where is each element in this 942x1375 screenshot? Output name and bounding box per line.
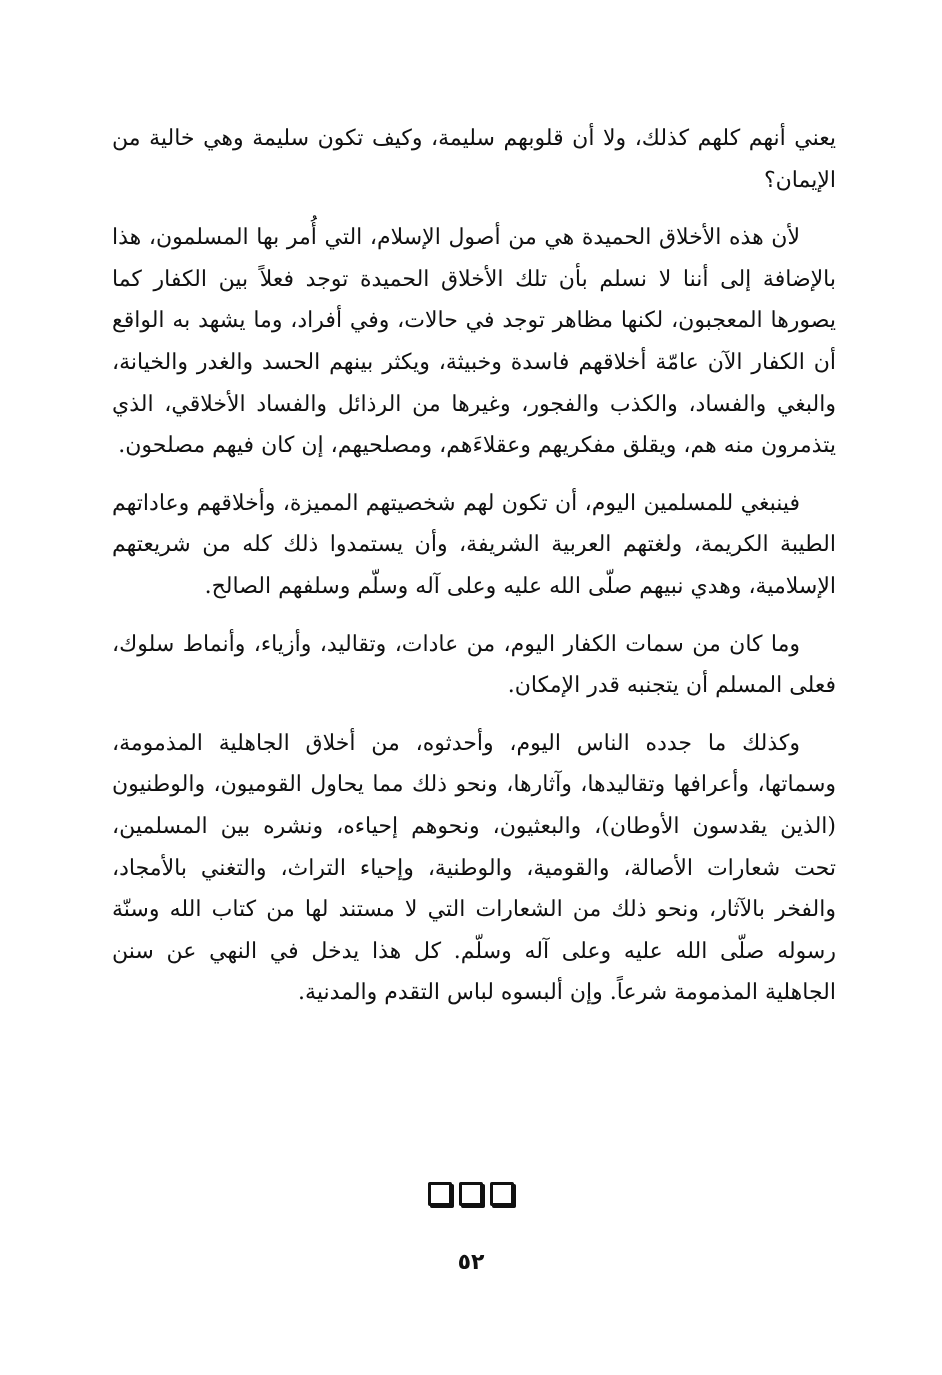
square-ornament-icon [490,1182,514,1206]
body-text [112,118,836,1030]
paragraph-5: وكذلك ما جدده الناس اليوم، وأحدثوه، من أخلاق الجاهلية المذمومة، وسماتها، وأعرافها وتقاليدها، وآثارها، ونحو ذلك مما يحاول القوميون، والوطنيون (الذين يقدسون الأوطان)، والبعثيون، ونحوهم إحياءه، ونشره بين المسلمين، تحت شعارات الأصالة، والقومية، والوطنية، وإحياء التراث، والتغني بالأمجاد، والفخر بالآثار، ونحو ذلك من الشعارات التي لا مستند لها من كتاب الله وسنّة رسوله صلّى الله عليه وعلى آله وسلّم. كل هذا يدخل في النهي عن سنن الجاهلية المذمومة شرعاً. وإن ألبسوه لباس التقدم والمدنية. [112,730,836,1006]
paragraph-1: يعني أنهم كلهم كذلك، ولا أن قلوبهم سليمة، وكيف تكون سليمة وهي خالية من الإيمان؟ [112,126,836,193]
paragraph-3: فينبغي للمسلمين اليوم، أن تكون لهم شخصيتهم المميزة، وأخلاقهم وعاداتهم الطيبة الكريمة، ولغتهم العربية الشريفة، وأن يستمدوا ذلك كله من شريعتهم الإسلامية، وهدي نبيهم صلّى الله عليه وعلى آله وسلّم وسلفهم الصالح. [112,490,836,599]
square-ornament-icon [459,1182,483,1206]
paragraph-4: وما كان من سمات الكفار اليوم، من عادات، وتقاليد، وأزياء، وأنماط سلوك، فعلى المسلم أن يتجنبه قدر الإمكان. [112,631,836,699]
square-ornament-icon [428,1182,452,1206]
page-number: ٥٢ [457,1250,485,1275]
section-end-ornament [0,1182,942,1206]
paragraph-2: لأن هذه الأخلاق الحميدة هي من أصول الإسلام، التي أُمر بها المسلمون، هذا بالإضافة إلى أننا لا نسلم بأن تلك الأخلاق الحميدة توجد فعلاً بين الكفار كما يصورها المعجبون، لكنها مظاهر توجد في حالات، وفي أفراد، وما يشهد به الواقع أن الكفار الآن عامّة أخلاقهم فاسدة وخبيثة، ويكثر بينهم الحسد والغدر والخيانة، والبغي والفساد، والكذب والفجور، وغيرها من الرذائل والفساد الأخلاقي، الذي يتذمرون منه هم، ويقلق مفكريهم وعقلاءَهم، ومصلحيهم، إن كان فيهم مصلحون. [112,225,836,459]
